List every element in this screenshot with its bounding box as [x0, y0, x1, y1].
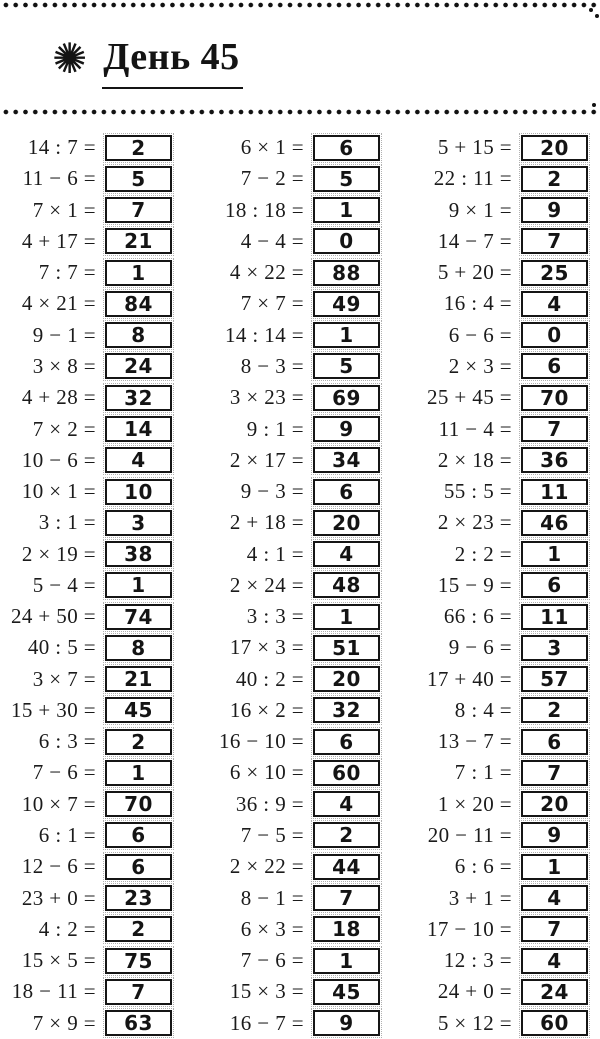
- problem-row: [414, 695, 588, 726]
- answer-box: 4: [521, 948, 588, 974]
- problem-expression: 3 : 3 =: [246, 604, 304, 629]
- problem-expression: 24 + 0 =: [437, 979, 512, 1004]
- problem-expression: 5 + 15 =: [437, 135, 512, 160]
- problem-expression: 2 : 2 =: [454, 541, 512, 566]
- answer-box: 4: [313, 791, 380, 817]
- problem-row: [2, 257, 172, 288]
- problem-row: [207, 976, 380, 1007]
- problem-row: [414, 976, 588, 1007]
- problem-expression: 2 × 23 =: [437, 510, 512, 535]
- problem-row: [207, 351, 380, 382]
- answer-box: 7: [105, 197, 172, 223]
- answer-box: 0: [313, 228, 380, 254]
- problem-row: [2, 132, 172, 163]
- problem-row: [207, 726, 380, 757]
- problem-expression: 8 − 1 =: [240, 885, 304, 910]
- problem-expression: 10 − 6 =: [21, 447, 96, 472]
- problem-expression: 36 : 9 =: [235, 791, 304, 816]
- answer-box: 21: [105, 666, 172, 692]
- problem-row: [2, 195, 172, 226]
- problem-expression: 18 − 11 =: [11, 979, 96, 1004]
- problem-row: [414, 288, 588, 319]
- problem-expression: 4 + 28 =: [21, 385, 96, 410]
- problem-expression: 6 × 10 =: [229, 760, 304, 785]
- problem-expression: 22 : 11 =: [433, 166, 512, 191]
- problem-row: [207, 851, 380, 882]
- answer-box: 1: [313, 197, 380, 223]
- problem-expression: 9 : 1 =: [246, 416, 304, 441]
- problem-row: [414, 132, 588, 163]
- problem-expression: 6 : 3 =: [38, 729, 96, 754]
- answer-box: 69: [313, 385, 380, 411]
- problem-row: [2, 445, 172, 476]
- problem-expression: 6 : 1 =: [38, 822, 96, 847]
- problem-row: [414, 726, 588, 757]
- problem-row: [207, 664, 380, 695]
- answer-box: 2: [105, 916, 172, 942]
- answer-box: 20: [521, 135, 588, 161]
- answer-box: 3: [521, 635, 588, 661]
- problem-row: [2, 476, 172, 507]
- problem-expression: 12 − 6 =: [21, 854, 96, 879]
- problem-row: [414, 882, 588, 913]
- problem-expression: 2 × 19 =: [21, 541, 96, 566]
- problem-expression: 7 − 6 =: [32, 760, 96, 785]
- problem-row: [207, 789, 380, 820]
- problem-row: [2, 664, 172, 695]
- problem-row: [2, 945, 172, 976]
- problem-expression: 2 × 22 =: [229, 854, 304, 879]
- problem-expression: 10 × 7 =: [21, 791, 96, 816]
- problem-row: [207, 570, 380, 601]
- dotted-separator-header: [0, 109, 600, 115]
- answer-box: 21: [105, 228, 172, 254]
- dotted-border-corner: [592, 103, 596, 107]
- problem-row: [2, 914, 172, 945]
- problem-row: [414, 601, 588, 632]
- problem-expression: 40 : 5 =: [27, 635, 96, 660]
- answer-box: 7: [521, 760, 588, 786]
- problem-row: [2, 789, 172, 820]
- problem-expression: 7 − 5 =: [240, 822, 304, 847]
- problem-row: [2, 1007, 172, 1038]
- problem-row: [207, 882, 380, 913]
- problem-expression: 2 × 18 =: [437, 447, 512, 472]
- problem-expression: 24 + 50 =: [10, 604, 96, 629]
- answer-box: 1: [105, 760, 172, 786]
- answer-box: 5: [313, 353, 380, 379]
- problem-expression: 15 × 3 =: [229, 979, 304, 1004]
- answer-box: 2: [313, 822, 380, 848]
- problem-expression: 7 × 9 =: [32, 1010, 96, 1035]
- problem-expression: 7 × 2 =: [32, 416, 96, 441]
- problem-row: [2, 632, 172, 663]
- answer-box: 24: [521, 979, 588, 1005]
- problem-row: [414, 413, 588, 444]
- answer-box: 10: [105, 479, 172, 505]
- answer-box: 6: [313, 729, 380, 755]
- problem-row: [414, 632, 588, 663]
- answer-box: 1: [313, 604, 380, 630]
- problem-expression: 66 : 6 =: [443, 604, 512, 629]
- problem-row: [207, 476, 380, 507]
- problem-expression: 17 × 3 =: [229, 635, 304, 660]
- answer-box: 60: [521, 1010, 588, 1036]
- problem-row: [2, 320, 172, 351]
- problem-row: [207, 288, 380, 319]
- problem-row: [2, 413, 172, 444]
- problem-row: [207, 538, 380, 569]
- problem-row: [2, 351, 172, 382]
- problem-row: [207, 195, 380, 226]
- problem-expression: 8 − 3 =: [240, 353, 304, 378]
- problem-row: [414, 1007, 588, 1038]
- problem-expression: 2 × 24 =: [229, 572, 304, 597]
- answer-box: 70: [105, 791, 172, 817]
- answer-box: 74: [105, 604, 172, 630]
- answer-box: 48: [313, 572, 380, 598]
- answer-box: 6: [521, 572, 588, 598]
- problem-expression: 16 : 4 =: [443, 291, 512, 316]
- problem-expression: 2 × 3 =: [448, 353, 512, 378]
- problem-row: [414, 351, 588, 382]
- problem-row: [2, 507, 172, 538]
- problem-expression: 4 : 2 =: [38, 916, 96, 941]
- problem-expression: 4 × 22 =: [229, 260, 304, 285]
- answer-box: 23: [105, 885, 172, 911]
- answer-box: 9: [521, 197, 588, 223]
- problem-row: [2, 820, 172, 851]
- answer-box: 8: [105, 322, 172, 348]
- problem-row: [207, 413, 380, 444]
- worksheet-column: [207, 132, 380, 1039]
- problem-row: [207, 445, 380, 476]
- answer-box: 6: [521, 353, 588, 379]
- answer-box: 7: [521, 416, 588, 442]
- dotted-border-corner: [589, 8, 593, 12]
- problem-row: [2, 226, 172, 257]
- problem-row: [414, 820, 588, 851]
- problem-row: [414, 664, 588, 695]
- page-title: День 45: [103, 36, 240, 78]
- problem-expression: 4 + 17 =: [21, 228, 96, 253]
- answer-box: 36: [521, 447, 588, 473]
- page-header: [52, 34, 243, 89]
- problem-expression: 5 + 20 =: [437, 260, 512, 285]
- problem-expression: 6 : 6 =: [454, 854, 512, 879]
- problem-expression: 25 + 45 =: [426, 385, 512, 410]
- problem-expression: 15 + 30 =: [10, 697, 96, 722]
- dotted-separator-top: [0, 2, 600, 8]
- answer-box: 6: [105, 854, 172, 880]
- problem-row: [414, 382, 588, 413]
- problem-expression: 20 − 11 =: [427, 822, 512, 847]
- answer-box: 11: [521, 479, 588, 505]
- answer-box: 2: [521, 697, 588, 723]
- problem-expression: 17 + 40 =: [426, 666, 512, 691]
- problem-expression: 11 − 4 =: [438, 416, 512, 441]
- problem-expression: 14 : 14 =: [224, 322, 304, 347]
- answer-box: 38: [105, 541, 172, 567]
- answer-box: 8: [105, 635, 172, 661]
- answer-box: 1: [313, 948, 380, 974]
- answer-box: 51: [313, 635, 380, 661]
- problem-row: [207, 226, 380, 257]
- answer-box: 5: [105, 166, 172, 192]
- problem-expression: 2 + 18 =: [229, 510, 304, 535]
- problem-expression: 1 × 20 =: [437, 791, 512, 816]
- problem-row: [2, 851, 172, 882]
- problem-expression: 11 − 6 =: [22, 166, 96, 191]
- problem-row: [207, 757, 380, 788]
- problem-expression: 13 − 7 =: [437, 729, 512, 754]
- answer-box: 70: [521, 385, 588, 411]
- problem-row: [2, 976, 172, 1007]
- title-underline: [102, 38, 242, 89]
- answer-box: 25: [521, 260, 588, 286]
- problem-row: [2, 163, 172, 194]
- answer-box: 20: [313, 510, 380, 536]
- worksheet-column: [414, 132, 588, 1039]
- dotted-border-corner: [595, 14, 599, 18]
- answer-box: 32: [313, 697, 380, 723]
- problem-expression: 18 : 18 =: [224, 197, 304, 222]
- answer-box: 5: [313, 166, 380, 192]
- answer-box: 6: [105, 822, 172, 848]
- answer-box: 7: [313, 885, 380, 911]
- problem-expression: 7 − 2 =: [240, 166, 304, 191]
- problem-row: [2, 570, 172, 601]
- problem-expression: 9 − 6 =: [448, 635, 512, 660]
- problem-expression: 23 + 0 =: [21, 885, 96, 910]
- answer-box: 1: [521, 541, 588, 567]
- problem-row: [207, 914, 380, 945]
- answer-box: 18: [313, 916, 380, 942]
- answer-box: 7: [521, 228, 588, 254]
- problem-row: [207, 257, 380, 288]
- problem-expression: 14 − 7 =: [437, 228, 512, 253]
- problem-row: [2, 601, 172, 632]
- answer-box: 84: [105, 291, 172, 317]
- problem-expression: 17 − 10 =: [426, 916, 512, 941]
- answer-box: 9: [313, 416, 380, 442]
- problem-expression: 55 : 5 =: [443, 479, 512, 504]
- problem-row: [2, 882, 172, 913]
- answer-box: 11: [521, 604, 588, 630]
- answer-box: 3: [105, 510, 172, 536]
- answer-box: 46: [521, 510, 588, 536]
- answer-box: 24: [105, 353, 172, 379]
- problem-expression: 3 : 1 =: [38, 510, 96, 535]
- problem-row: [207, 320, 380, 351]
- problem-row: [2, 726, 172, 757]
- answer-box: 9: [521, 822, 588, 848]
- answer-box: 2: [521, 166, 588, 192]
- problem-expression: 9 − 1 =: [32, 322, 96, 347]
- problem-row: [207, 695, 380, 726]
- answer-box: 34: [313, 447, 380, 473]
- problem-row: [414, 570, 588, 601]
- answer-box: 20: [313, 666, 380, 692]
- answer-box: 1: [105, 572, 172, 598]
- problem-row: [2, 538, 172, 569]
- problem-row: [414, 914, 588, 945]
- answer-box: 60: [313, 760, 380, 786]
- problem-expression: 9 − 3 =: [240, 479, 304, 504]
- problem-row: [2, 695, 172, 726]
- problem-row: [207, 132, 380, 163]
- problem-expression: 10 × 1 =: [21, 479, 96, 504]
- answer-box: 7: [105, 979, 172, 1005]
- problem-expression: 9 × 1 =: [448, 197, 512, 222]
- problem-expression: 7 × 7 =: [240, 291, 304, 316]
- answer-box: 45: [105, 697, 172, 723]
- problem-expression: 5 × 12 =: [437, 1010, 512, 1035]
- problem-expression: 14 : 7 =: [27, 135, 96, 160]
- problem-expression: 4 × 21 =: [21, 291, 96, 316]
- problem-row: [207, 163, 380, 194]
- problem-expression: 7 × 1 =: [32, 197, 96, 222]
- answer-box: 14: [105, 416, 172, 442]
- problem-expression: 15 × 5 =: [21, 948, 96, 973]
- problem-row: [207, 632, 380, 663]
- problem-expression: 3 × 7 =: [32, 666, 96, 691]
- answer-box: 4: [521, 885, 588, 911]
- problem-expression: 16 − 7 =: [229, 1010, 304, 1035]
- answer-box: 6: [313, 135, 380, 161]
- answer-box: 7: [521, 916, 588, 942]
- problem-expression: 3 × 8 =: [32, 353, 96, 378]
- problem-expression: 7 : 7 =: [38, 260, 96, 285]
- answer-box: 4: [521, 291, 588, 317]
- problem-expression: 12 : 3 =: [443, 948, 512, 973]
- problem-expression: 8 : 4 =: [454, 697, 512, 722]
- problem-expression: 4 : 1 =: [246, 541, 304, 566]
- answer-box: 1: [313, 322, 380, 348]
- problem-expression: 6 × 1 =: [240, 135, 304, 160]
- answer-box: 63: [105, 1010, 172, 1036]
- answer-box: 9: [313, 1010, 380, 1036]
- problem-row: [207, 601, 380, 632]
- worksheet-column: [2, 132, 172, 1039]
- problem-row: [2, 757, 172, 788]
- answer-box: 1: [521, 854, 588, 880]
- answer-box: 6: [521, 729, 588, 755]
- problem-row: [414, 507, 588, 538]
- answer-box: 1: [105, 260, 172, 286]
- answer-box: 88: [313, 260, 380, 286]
- problem-expression: 3 + 1 =: [448, 885, 512, 910]
- problem-row: [414, 163, 588, 194]
- problem-row: [414, 320, 588, 351]
- problem-row: [207, 507, 380, 538]
- problem-expression: 4 − 4 =: [240, 228, 304, 253]
- problem-row: [414, 226, 588, 257]
- problem-expression: 6 − 6 =: [448, 322, 512, 347]
- problem-row: [414, 757, 588, 788]
- problem-row: [414, 851, 588, 882]
- problem-row: [414, 476, 588, 507]
- problem-expression: 7 − 6 =: [240, 948, 304, 973]
- problem-row: [414, 445, 588, 476]
- problem-row: [414, 257, 588, 288]
- problem-row: [414, 945, 588, 976]
- problem-row: [414, 195, 588, 226]
- worksheet: [0, 132, 588, 1039]
- answer-box: 4: [105, 447, 172, 473]
- answer-box: 6: [313, 479, 380, 505]
- problem-expression: 5 − 4 =: [32, 572, 96, 597]
- problem-expression: 2 × 17 =: [229, 447, 304, 472]
- problem-row: [207, 820, 380, 851]
- problem-expression: 15 − 9 =: [437, 572, 512, 597]
- problem-expression: 16 − 10 =: [218, 729, 304, 754]
- problem-expression: 40 : 2 =: [235, 666, 304, 691]
- problem-row: [207, 382, 380, 413]
- answer-box: 2: [105, 729, 172, 755]
- problem-expression: 6 × 3 =: [240, 916, 304, 941]
- problem-row: [2, 382, 172, 413]
- asterisk-icon: ✺: [52, 34, 88, 83]
- problem-row: [414, 538, 588, 569]
- problem-row: [2, 288, 172, 319]
- answer-box: 32: [105, 385, 172, 411]
- answer-box: 45: [313, 979, 380, 1005]
- problem-expression: 7 : 1 =: [454, 760, 512, 785]
- problem-row: [414, 789, 588, 820]
- answer-box: 4: [313, 541, 380, 567]
- answer-box: 20: [521, 791, 588, 817]
- answer-box: 0: [521, 322, 588, 348]
- answer-box: 2: [105, 135, 172, 161]
- answer-box: 75: [105, 948, 172, 974]
- answer-box: 49: [313, 291, 380, 317]
- answer-box: 44: [313, 854, 380, 880]
- problem-row: [207, 945, 380, 976]
- problem-expression: 16 × 2 =: [229, 697, 304, 722]
- problem-row: [207, 1007, 380, 1038]
- problem-expression: 3 × 23 =: [229, 385, 304, 410]
- answer-box: 57: [521, 666, 588, 692]
